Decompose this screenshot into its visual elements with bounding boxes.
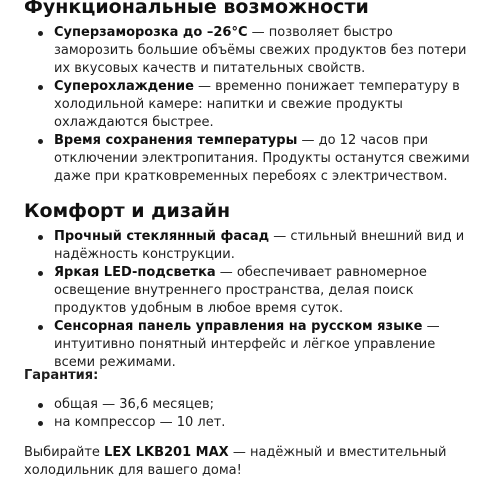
list-item <box>36 78 476 132</box>
warranty-list <box>36 396 476 432</box>
item-text: — временно понижает температуру в холодильной камере: напитки и свежие продукты охлаждаются быстрее. <box>54 79 460 130</box>
features-list <box>36 24 476 186</box>
list-item: на компрессор — 10 лет. <box>36 414 476 432</box>
warranty-label: Гарантия: <box>24 368 99 383</box>
list-item <box>36 228 476 264</box>
section-title-comfort: Комфорт и дизайн <box>24 200 231 222</box>
item-text: — до 12 часов при отключении электропитания. Продукты останутся свежими даже при кратковременных перебоях с электричеством. <box>54 133 470 184</box>
item-text: — позволяет быстро заморозить большие объёмы свежих продуктов без потери их вкусовых качеств и питательных свойств. <box>54 25 467 76</box>
list-item <box>36 24 476 78</box>
list-item: общая — 36,6 месяцев; <box>36 396 476 414</box>
closing-paragraph <box>24 444 464 480</box>
item-strong: Прочный стеклянный фасад <box>54 229 270 244</box>
list-item <box>36 318 476 372</box>
item-strong: Сенсорная панель управления на русском языке <box>54 319 423 334</box>
section-title-features: Функциональные возможности <box>24 0 369 18</box>
closing-text: — надёжный и вместительный холодильник для вашего дома! <box>24 445 447 478</box>
item-strong: Суперохлаждение <box>54 79 194 94</box>
product-name: LEX LKB201 MAX <box>104 445 229 460</box>
list-item <box>36 132 476 186</box>
item-strong: Время сохранения температуры <box>54 133 298 148</box>
item-strong: Яркая LED-подсветка <box>54 265 216 280</box>
item-text: — стильный внешний вид и надёжность конструкции. <box>54 229 465 262</box>
item-strong: Суперзаморозка до –26°C <box>54 25 248 40</box>
item-text: — обеспечивает равномерное освещение внутреннего пространства, делая поиск продуктов удобным в любое время суток. <box>54 265 427 316</box>
item-text: — интуитивно понятный интерфейс и лёгкое управление всеми режимами. <box>54 319 440 370</box>
comfort-list <box>36 228 476 372</box>
list-item <box>36 264 476 318</box>
closing-text: Выбирайте <box>24 445 105 460</box>
